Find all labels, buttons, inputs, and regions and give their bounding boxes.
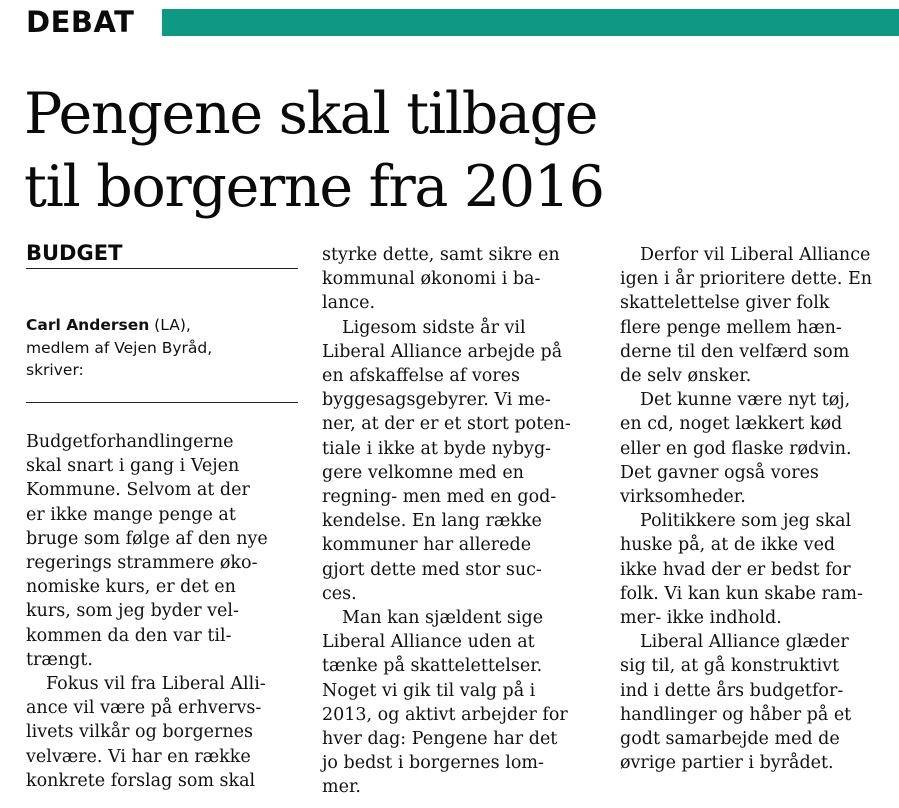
byline: [26, 314, 298, 382]
topic-label: BUDGET: [26, 241, 123, 265]
body-line: er ikke mange penge at: [26, 504, 236, 525]
byline-line: [26, 314, 298, 337]
body-line: trængt.: [26, 649, 93, 670]
article-column-1: [26, 430, 298, 793]
body-line: Noget vi gik til valg på i: [322, 680, 536, 701]
body-line: nomiske kurs, er det en: [26, 577, 236, 598]
body-line: Liberal Alliance arbejde på: [322, 341, 563, 362]
section-label: DEBAT: [26, 5, 135, 39]
body-line: Politikkere som jeg skal: [640, 511, 852, 532]
body-line: skal snart i gang i Vejen: [26, 456, 240, 477]
body-line: Liberal Alliance glæder: [640, 632, 849, 653]
body-line: en cd, noget lækkert kød: [620, 414, 843, 435]
headline-line: til borgerne fra 2016: [24, 154, 604, 220]
body-line: lance.: [322, 293, 376, 314]
body-line: derne til den velfærd som: [620, 341, 850, 362]
body-line: styrke dette, samt sikre en: [322, 245, 560, 265]
body-line: ces.: [322, 583, 357, 604]
body-line: de selv ønsker.: [620, 366, 752, 387]
body-line: flere penge mellem hæn-: [620, 317, 842, 338]
byline-author: Carl Andersen: [26, 316, 150, 334]
body-line: kurs, som jeg byder vel-: [26, 601, 239, 622]
body-line: ner, at der er et stort poten-: [322, 414, 571, 435]
body-line: Man kan sjældent sige: [342, 608, 544, 629]
body-line: Det kunne være nyt tøj,: [640, 390, 851, 411]
byline-line: medlem af Vejen Byråd,: [26, 338, 213, 357]
byline-line: skriver:: [26, 361, 84, 379]
body-line: ind i dette års budgetfor-: [620, 680, 844, 701]
body-line: folk. Vi kan kun skabe ram-: [620, 583, 863, 604]
body-line: Kommune. Selvom at der: [26, 480, 250, 501]
body-line: handlinger og håber på et: [620, 704, 852, 725]
headline: [24, 78, 884, 224]
body-line: hver dag: Pengene har det: [322, 729, 558, 750]
body-line: Det gavner også vores: [620, 462, 819, 483]
body-line: Ligesom sidste år vil: [342, 317, 526, 338]
headline-line: Pengene skal tilbage: [24, 81, 598, 147]
article-column-2: [322, 243, 590, 800]
byline-party: (LA),: [149, 316, 191, 334]
body-line: Fokus vil fra Liberal Alli-: [46, 674, 266, 695]
body-line: regerings strammere øko-: [26, 553, 258, 574]
body-line: velvære. Vi har en række: [26, 746, 251, 767]
body-line: sig til, at gå konstruktivt: [620, 656, 840, 677]
body-line: Liberal Alliance uden at: [322, 632, 535, 653]
body-line: kommunal økonomi i ba-: [322, 269, 541, 290]
body-line: en afskaffelse af vores: [322, 366, 521, 387]
body-line: kendelse. En lang række: [322, 511, 542, 532]
body-line: konkrete forslag som skal: [26, 770, 256, 791]
body-line: 2013, og aktivt arbejder for: [322, 704, 568, 725]
body-line: Budgetforhandlingerne: [26, 432, 234, 452]
body-line: kommuner har allerede: [322, 535, 532, 556]
body-line: godt samarbejde med de: [620, 729, 840, 750]
body-line: igen i år prioritere dette. En: [620, 269, 872, 290]
body-line: huske på, at de ikke ved: [620, 535, 836, 556]
body-line: livets vilkår og borgernes: [26, 722, 253, 743]
body-line: skattelettelse giver folk: [620, 293, 830, 314]
body-line: byggesagsgebyrer. Vi me-: [322, 390, 551, 411]
body-line: bruge som følge af den nye: [26, 528, 268, 549]
byline-rule: [26, 402, 298, 403]
body-line: eller en god flaske rødvin.: [620, 438, 852, 459]
body-line: kommen da den var til-: [26, 625, 232, 646]
body-line: gere velkomne med en: [322, 462, 524, 483]
body-line: gjort dette med stor suc-: [322, 559, 542, 580]
body-line: mer- ikke indhold.: [620, 608, 782, 629]
topic-rule: [26, 268, 298, 269]
section-stripe: [162, 9, 899, 36]
body-line: ikke hvad der er bedst for: [620, 559, 851, 580]
body-line: jo bedst i borgernes lom-: [322, 753, 544, 774]
section-header: [26, 6, 899, 38]
body-line: mer.: [322, 777, 361, 798]
body-line: regning- men med en god-: [322, 487, 557, 508]
body-line: Derfor vil Liberal Alliance: [640, 245, 871, 265]
body-line: tænke på skattelettelser.: [322, 656, 543, 677]
body-line: tiale i ikke at byde nybyg-: [322, 438, 552, 459]
body-line: virksomheder.: [620, 487, 746, 508]
body-line: øvrige partier i byrådet.: [620, 753, 834, 774]
article-column-3: [620, 243, 892, 775]
body-line: ance vil være på erhvervs-: [26, 698, 262, 719]
